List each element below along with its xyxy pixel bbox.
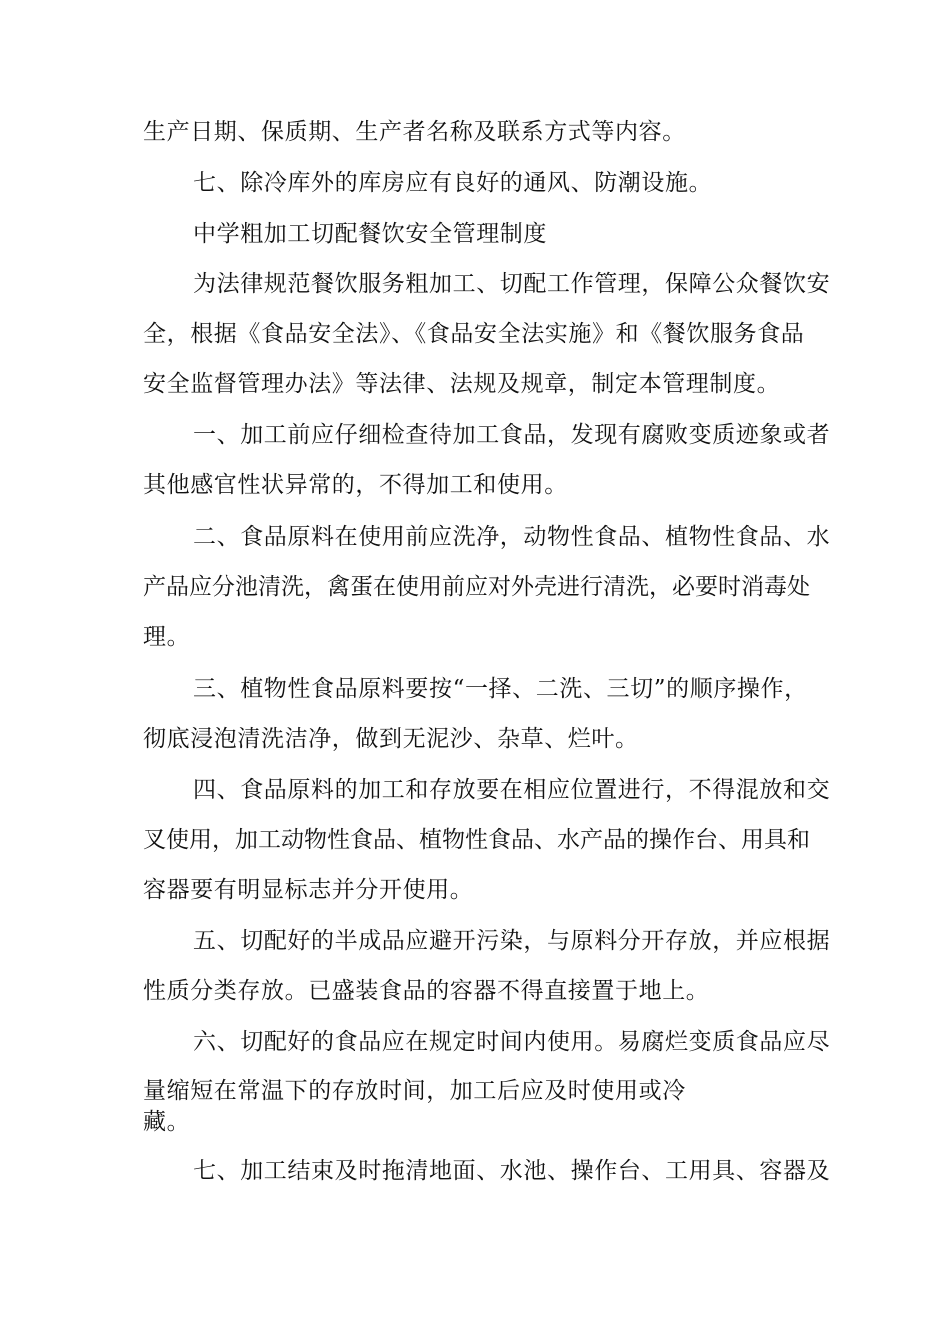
text-line: 五、切配好的半成品应避开污染，与原料分开存放，并应根据 xyxy=(193,928,831,954)
section-title: 中学粗加工切配餐饮安全管理制度 xyxy=(193,221,547,247)
text-line: 安全监督管理办法》等法律、法规及规章，制定本管理制度。 xyxy=(143,371,781,397)
text-line: 藏。 xyxy=(143,1109,191,1135)
text-line: 六、切配好的食品应在规定时间内使用。易腐烂变质食品应尽 xyxy=(193,1029,831,1055)
text-line: 量缩短在常温下的存放时间，加工后应及时使用或冷 xyxy=(143,1078,686,1104)
text-line: 七、除冷库外的库房应有良好的通风、防潮设施。 xyxy=(193,170,713,196)
text-line: 四、食品原料的加工和存放要在相应位置进行，不得混放和交 xyxy=(193,777,831,803)
text-line: 其他感官性状异常的，不得加工和使用。 xyxy=(143,472,568,498)
text-line: 生产日期、保质期、生产者名称及联系方式等内容。 xyxy=(143,119,686,145)
text-line: 为法律规范餐饮服务粗加工、切配工作管理，保障公众餐饮安 xyxy=(193,271,831,297)
text-line: 彻底浸泡清洗洁净，做到无泥沙、杂草、烂叶。 xyxy=(143,726,639,752)
text-line: 七、加工结束及时拖清地面、水池、操作台、工用具、容器及 xyxy=(193,1158,831,1184)
text-line: 理。 xyxy=(143,624,191,650)
text-line: 二、食品原料在使用前应洗净，动物性食品、植物性食品、水 xyxy=(193,524,831,550)
text-line: 全，根据《食品安全法》、《食品安全法实施》和《餐饮服务食品 xyxy=(143,321,805,347)
text-line: 三、植物性食品原料要按“一择、二洗、三切”的顺序操作， xyxy=(193,676,808,702)
text-line: 产品应分池清洗，禽蛋在使用前应对外壳进行清洗，必要时消毒处 xyxy=(143,574,810,600)
text-line: 性质分类存放。已盛装食品的容器不得直接置于地上。 xyxy=(143,978,710,1004)
text-line: 容器要有明显标志并分开使用。 xyxy=(143,877,474,903)
text-line: 叉使用，加工动物性食品、植物性食品、水产品的操作台、用具和 xyxy=(143,827,810,853)
text-line: 一、加工前应仔细检查待加工食品，发现有腐败变质迹象或者 xyxy=(193,422,831,448)
